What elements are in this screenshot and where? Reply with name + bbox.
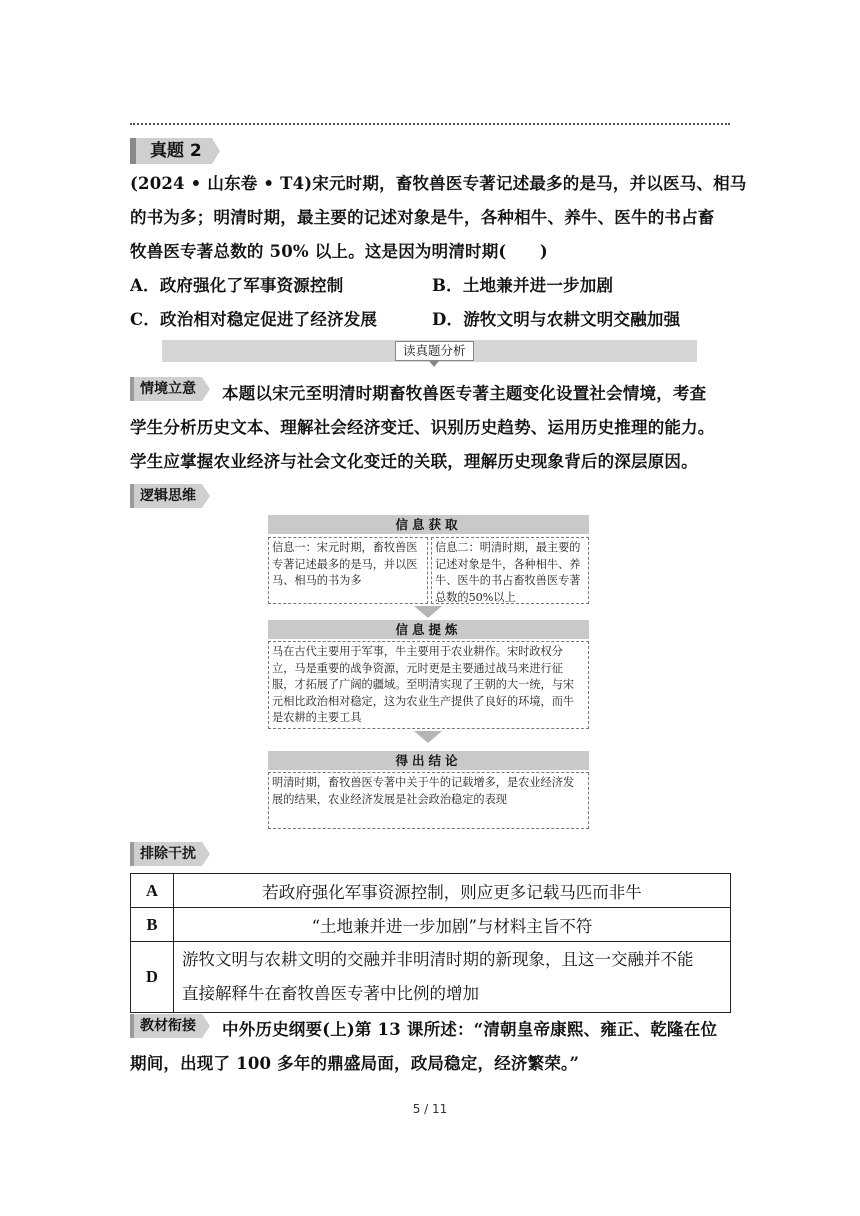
row-key: A (131, 874, 174, 908)
option-a: A．政府强化了军事资源控制 (130, 276, 344, 295)
question-line-1: (2024 • 山东卷 • T4)宋元时期，畜牧兽医专著记述最多的是马，并以医马、相马 (130, 174, 747, 193)
textbook-line-2: 期间，出现了 100 多年的鼎盛局面，政局稳定，经济繁荣。” (130, 1054, 580, 1073)
analysis-banner (162, 340, 697, 362)
textbook-tag: 教材衔接 (130, 1014, 202, 1038)
context-tag: 情境立意 (130, 377, 202, 401)
option-c: C．政治相对稳定促进了经济发展 (130, 310, 378, 329)
analysis-banner-label: 读真题分析 (395, 341, 474, 361)
row-key: D (131, 942, 174, 1013)
flow-arrow-2 (414, 731, 442, 743)
row-text: 若政府强化军事资源控制，则应更多记载马匹而非牛 (174, 874, 731, 908)
flow-extract-box: 马在古代主要用于军事，牛主要用于农业耕作。宋时政权分立，马是重要的战争资源，元时更是主要通过战马来进行征服，才拓展了广阔的疆域。至明清实现了王朝的大一统，与宋元相比政治相对稳定，这为农业生产提供了良好的环境，而牛是农耕的主要工具 (268, 641, 589, 729)
question-tag: 真题 2 (130, 138, 212, 164)
page-number: 5 / 11 (412, 1102, 448, 1116)
exclude-table (130, 873, 731, 1013)
row-text-line-2: 直接解释牛在畜牧兽医专著中比例的增加 (182, 984, 479, 1003)
option-d: D．游牧文明与农耕文明交融加强 (432, 310, 681, 329)
logic-tag: 逻辑思维 (130, 484, 202, 508)
table-row (131, 942, 731, 1013)
context-line-2: 学生分析历史文本、理解社会经济变迁、识别历史趋势、运用历史推理的能力。 (130, 418, 715, 437)
context-line-1: 本题以宋元至明清时期畜牧兽医专著主题变化设置社会情境，考查 (222, 384, 707, 403)
table-row (131, 908, 731, 942)
flow-arrow-1 (414, 606, 442, 618)
flow-conclusion-box: 明清时期，畜牧兽医专著中关于牛的记载增多，是农业经济发展的结果，农业经济发展是社会政治稳定的表现 (268, 772, 589, 829)
flow-step-conclusion-title: 得出结论 (268, 751, 589, 770)
row-key: B (131, 908, 174, 942)
row-text-line-1: 游牧文明与农耕文明的交融并非明清时期的新现象，且这一交融并不能 (182, 950, 694, 969)
flow-step-extract-title: 信息提炼 (268, 620, 589, 639)
context-line-3: 学生应掌握农业经济与社会文化变迁的关联，理解历史现象背后的深层原因。 (130, 452, 698, 471)
flow-step-info-title: 信息获取 (268, 515, 589, 534)
textbook-line-1: 中外历史纲要(上)第 13 课所述：“清朝皇帝康熙、雍正、乾隆在位 (222, 1020, 718, 1039)
option-b: B．土地兼并进一步加剧 (432, 276, 614, 295)
flow-info-one: 信息一：宋元时期，畜牧兽医专著记述最多的是马，并以医马、相马的书为多 (268, 537, 428, 604)
row-text (174, 942, 731, 1013)
table-row (131, 874, 731, 908)
question-line-3: 牧兽医专著总数的 50% 以上。这是因为明清时期( ) (130, 242, 548, 261)
exclude-tag: 排除干扰 (130, 842, 202, 866)
section-divider (130, 123, 730, 125)
question-line-2: 的书为多；明清时期，最主要的记述对象是牛，各种相牛、养牛、医牛的书占畜 (130, 208, 715, 227)
flow-info-two: 信息二：明清时期，最主要的记述对象是牛，各种相牛、养牛、医牛的书占畜牧兽医专著总数的50%以上 (431, 537, 589, 604)
row-text: “土地兼并进一步加剧”与材料主旨不符 (174, 908, 731, 942)
